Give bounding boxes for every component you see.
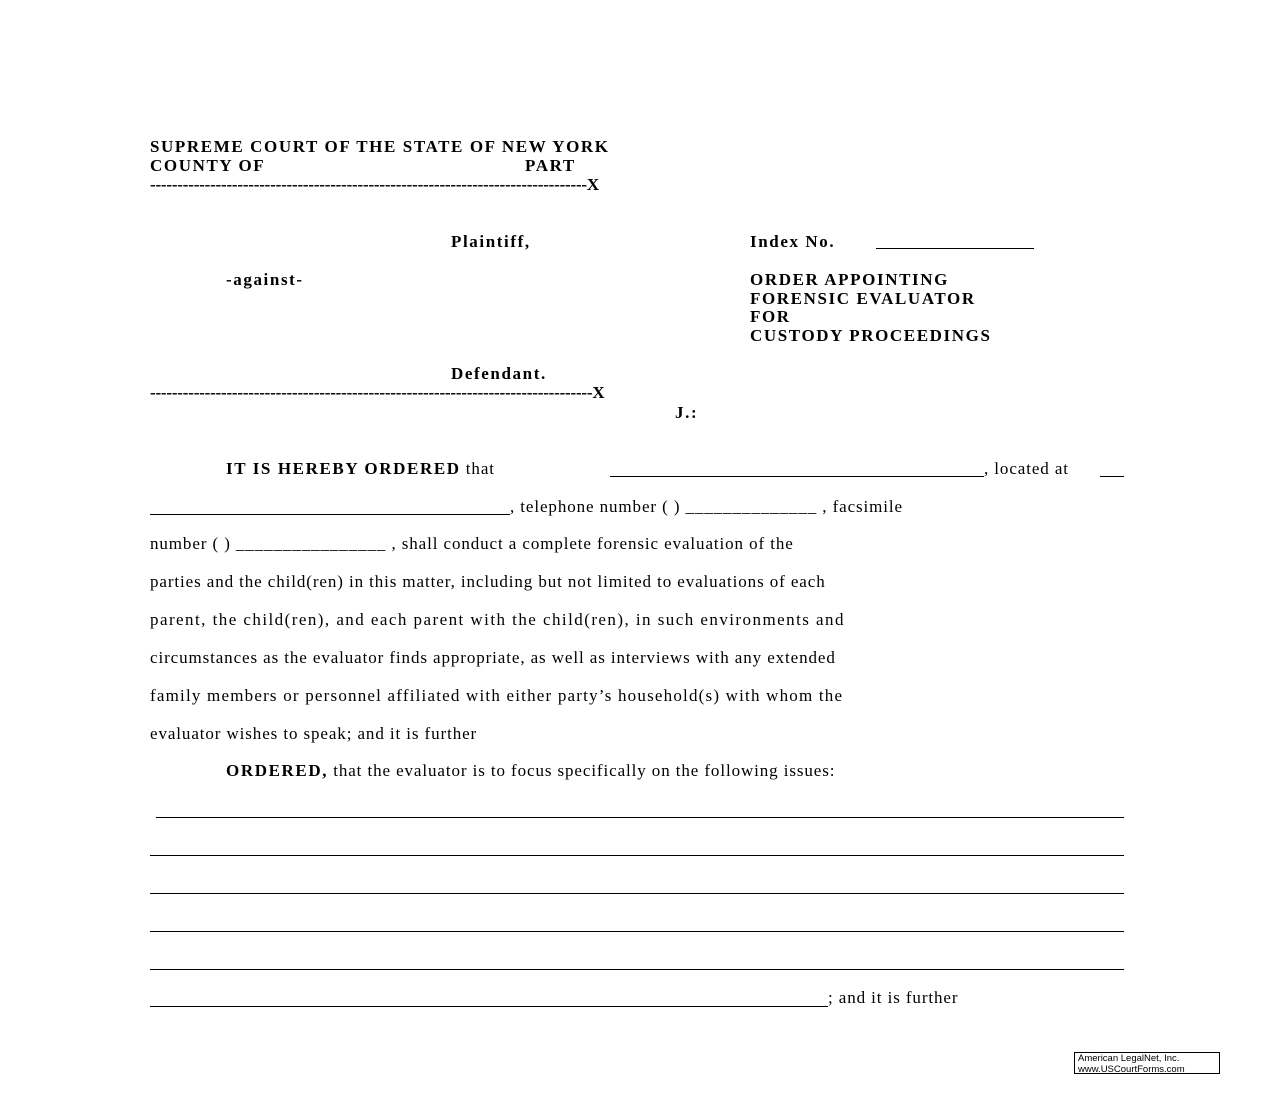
address-field-start[interactable] bbox=[1100, 476, 1124, 477]
issues-line-6[interactable] bbox=[150, 1006, 828, 1007]
order-lead: IT IS HEREBY ORDERED bbox=[226, 459, 461, 478]
document-title-line-1: ORDER APPOINTING bbox=[750, 270, 949, 289]
facsimile-line: number ( ) ________________ , shall conduct a complete forensic evaluation of the bbox=[150, 534, 794, 553]
court-name: SUPREME COURT OF THE STATE OF NEW YORK bbox=[150, 137, 610, 156]
plaintiff-label: Plaintiff, bbox=[451, 232, 531, 251]
index-number-field[interactable] bbox=[876, 248, 1034, 249]
document-title-line-2: FORENSIC EVALUATOR bbox=[750, 289, 976, 308]
ordered-text: that the evaluator is to focus specifically on the following issues: bbox=[333, 761, 836, 780]
address-field[interactable] bbox=[150, 514, 510, 515]
judge-label: J.: bbox=[675, 403, 699, 422]
issues-line-5[interactable] bbox=[150, 969, 1124, 970]
issues-line-1[interactable] bbox=[156, 817, 1124, 818]
order-paragraph-line-1 bbox=[226, 459, 495, 479]
evaluator-name-field[interactable] bbox=[610, 476, 984, 477]
document-title-line-3: FOR bbox=[750, 307, 791, 326]
order-paragraph-line-6: circumstances as the evaluator finds appropriate, as well as interviews with any extended bbox=[150, 648, 836, 667]
order-paragraph-line-5: parent, the child(ren), and each parent with the child(ren), in such environments and bbox=[150, 610, 845, 629]
county-label: COUNTY OF bbox=[150, 156, 266, 175]
footer-credit bbox=[1074, 1052, 1220, 1074]
caption-rule-top: --------------------------------------------------------------------------------X bbox=[150, 175, 599, 194]
order-paragraph-line-8: evaluator wishes to speak; and it is further bbox=[150, 724, 478, 743]
issues-line-3[interactable] bbox=[150, 893, 1124, 894]
footer-line-2: www.USCourtForms.com bbox=[1078, 1063, 1185, 1075]
located-at-label: , located at bbox=[984, 459, 1069, 478]
order-paragraph-line-4: parties and the child(ren) in this matter, including but not limited to evaluations of each bbox=[150, 572, 826, 591]
order-that: that bbox=[465, 459, 495, 478]
telephone-line: , telephone number ( ) ______________ , facsimile bbox=[510, 497, 903, 516]
order-paragraph-line-7: family members or personnel affiliated with either party’s household(s) with whom the bbox=[150, 686, 844, 705]
issues-line-2[interactable] bbox=[150, 855, 1124, 856]
document-title-line-4: CUSTODY PROCEEDINGS bbox=[750, 326, 992, 345]
ordered-lead: ORDERED, bbox=[226, 761, 329, 780]
footer-line-1: American LegalNet, Inc. bbox=[1078, 1053, 1180, 1064]
ordered-paragraph bbox=[226, 761, 835, 781]
defendant-label: Defendant. bbox=[451, 364, 547, 383]
and-further-label: ; and it is further bbox=[828, 988, 959, 1007]
issues-line-4[interactable] bbox=[150, 931, 1124, 932]
index-number-label: Index No. bbox=[750, 232, 836, 251]
against-label: -against- bbox=[226, 270, 304, 289]
caption-rule-bottom: ---------------------------------------------------------------------------------X bbox=[150, 383, 605, 402]
part-label: PART bbox=[525, 156, 576, 175]
